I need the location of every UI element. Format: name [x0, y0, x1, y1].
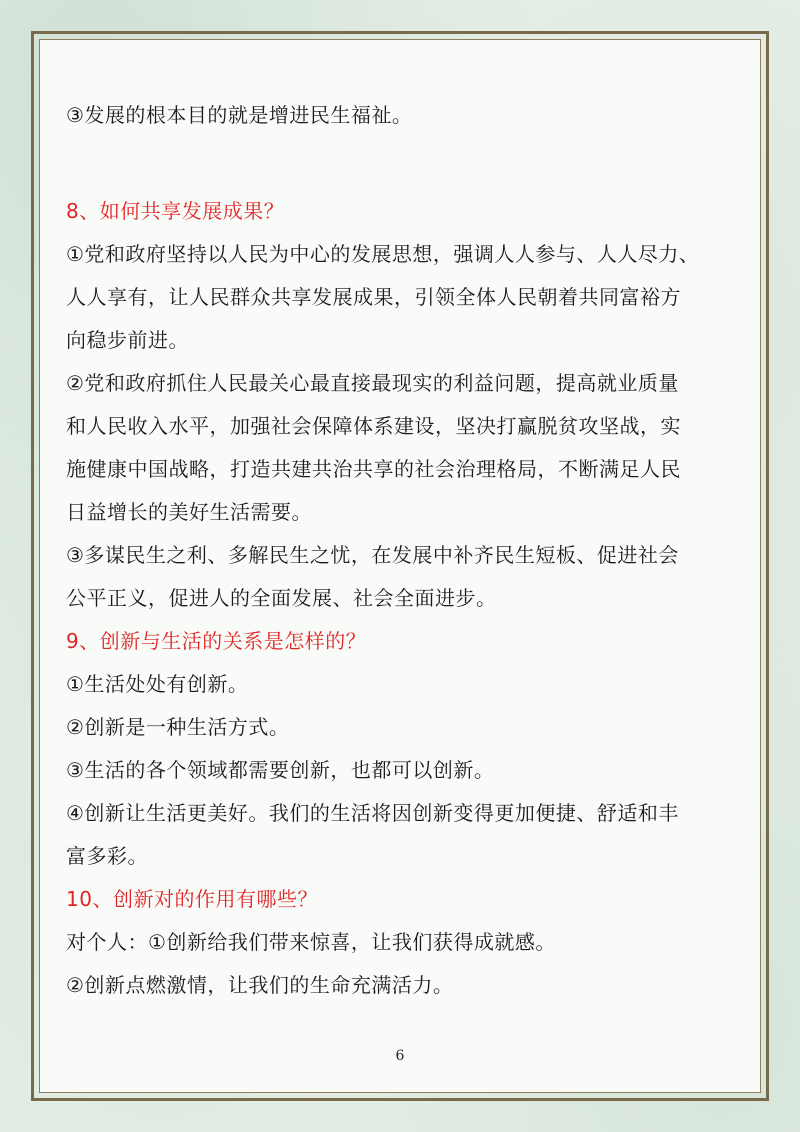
text-line: ③生活的各个领域都需要创新，也都可以创新。 [66, 758, 495, 782]
question-heading: 9、创新与生活的关系是怎样的？ [66, 629, 367, 653]
text-line: 对个人：①创新给我们带来惊喜，让我们获得成就感。 [66, 930, 556, 954]
text-line: 富多彩。 [66, 844, 148, 868]
text-line: 施健康中国战略，打造共建共治共享的社会治理格局，不断满足人民 [66, 457, 681, 481]
question-heading: 8、如何共享发展成果？ [66, 199, 285, 223]
text-line: ②创新点燃激情，让我们的生命充满活力。 [66, 973, 454, 997]
text-line: 向稳步前进。 [66, 328, 189, 352]
text-line: ③多谋民生之利、多解民生之忧，在发展中补齐民生短板、促进社会 [66, 543, 679, 567]
text-line: 公平正义，促进人的全面发展、社会全面进步。 [66, 586, 497, 610]
question-heading: 10、创新对的作用有哪些？ [66, 887, 318, 911]
text-line: ②创新是一种生活方式。 [66, 715, 290, 739]
text-line: ②党和政府抓住人民最关心最直接最现实的利益问题，提高就业质量 [66, 371, 679, 395]
page-number: 6 [395, 1048, 405, 1064]
text-line: 人人享有，让人民群众共享发展成果，引领全体人民朝着共同富裕方 [66, 285, 681, 309]
text-line: 日益增长的美好生活需要。 [66, 500, 312, 524]
text-line: ①党和政府坚持以人民为中心的发展思想，强调人人参与、人人尽力、 [66, 242, 700, 266]
spacer [66, 134, 738, 192]
text-line: ③发展的根本目的就是增进民生福祉。 [66, 103, 413, 127]
text-line: ④创新让生活更美好。我们的生活将因创新变得更加便捷、舒适和丰 [66, 801, 679, 825]
text-line: ①生活处处有创新。 [66, 672, 249, 696]
document-body [66, 96, 738, 1004]
text-line: 和人民收入水平，加强社会保障体系建设，坚决打赢脱贫攻坚战，实 [66, 414, 681, 438]
